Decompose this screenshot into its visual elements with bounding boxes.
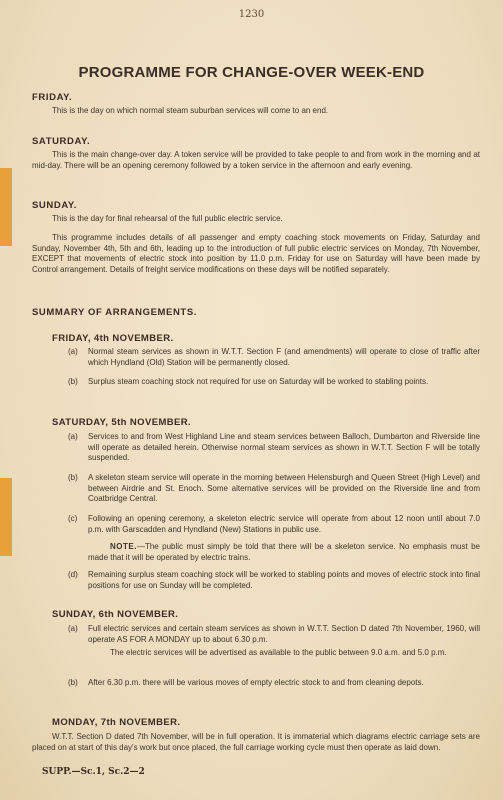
saturday-text: This is the main change-over day. A token service will be provided to take people to and from work in the morning and at mid-day. There will be an opening ceremony followed by a token service in the afternoon and early evening. <box>32 150 480 170</box>
item-text: After 6.30 p.m. there will be various moves of empty electric stock to and from cleaning depots. <box>88 678 424 687</box>
note-text: —The public must simply be told that there will be a skeleton service. No emphasis must be made that it will be operated by electric trains. <box>88 542 480 562</box>
sunday-text: This is the day for final rehearsal of the full public electric service. <box>52 214 283 223</box>
item-text: Normal steam services as shown in W.T.T. Section F (and amendments) will operate to close of traffic after which Hyndland (Old) Station will be permanently closed. <box>88 347 480 367</box>
list-item <box>68 624 480 648</box>
page-title: PROGRAMME FOR CHANGE-OVER WEEK-END <box>78 64 425 81</box>
item-text: Remaining surplus steam coaching stock will be worked to stabling points and moves of electric stock into final positions for use on Sunday will be completed. <box>88 570 480 590</box>
sunday-electric-note: The electric services will be advertised as available to the public between 9.0 a.m. and 5.0 p.m. <box>110 648 447 657</box>
item-label: (a) <box>68 624 78 633</box>
summary-monday-heading: MONDAY, 7th NOVEMBER. <box>52 717 181 728</box>
sunday-heading: SUNDAY. <box>32 200 78 211</box>
note-paragraph <box>88 542 480 563</box>
item-label: (d) <box>68 570 78 579</box>
list-item <box>68 347 480 371</box>
summary-friday-heading: FRIDAY, 4th NOVEMBER. <box>52 333 174 344</box>
item-text: Following an opening ceremony, a skeleton electric service will operate from about 12 noon until about 7.0 p.m. with Garscadden and Hyndland (New) Stations in public use. <box>88 514 480 534</box>
item-label: (b) <box>68 473 78 482</box>
summary-saturday-heading: SATURDAY, 5th NOVEMBER. <box>52 417 192 428</box>
item-label: (b) <box>68 678 78 687</box>
list-item <box>68 377 480 401</box>
programme-description: This programme includes details of all passenger and empty coaching stock movements on Friday, Saturday and Sunday, November 4th, 5th and 6th, leading up to the introduction of full public electric services on Monday, 7th November, EXCEPT that movements of electric stock into position by 11.0 p.m. Friday for use on Saturday will have been made by Control arrangement. Details of freight service modifications on these days will be notified separately. <box>32 233 480 274</box>
item-label: (a) <box>68 432 78 441</box>
saturday-heading: SATURDAY. <box>32 136 91 147</box>
paper-stain <box>0 478 12 556</box>
item-label: (b) <box>68 377 78 386</box>
list-item <box>68 514 480 538</box>
friday-text: This is the day on which normal steam suburban services will come to an end. <box>52 106 329 115</box>
item-text: Full electric services and certain steam services as shown in W.T.T. Section D dated 7th November, 1960, will operate AS FOR A MONDAY up to about 6.30 p.m. <box>88 624 480 644</box>
item-label: (a) <box>68 347 78 356</box>
summary-sunday-heading: SUNDAY, 6th NOVEMBER. <box>52 609 179 620</box>
footer-reference: SUPP.—Sc.1, Sc.2—2 <box>42 767 145 777</box>
item-text: Services to and from West Highland Line and steam services between Balloch, Dumbarton and Riverside line will operate as detailed herein. Otherwise normal steam services as shown in W.T.T. Section F will be totally suspended. <box>88 432 480 462</box>
monday-text: W.T.T. Section D dated 7th November, will be in full operation. It is immaterial which diagrams electric carriage sets are placed on at start of this day's work but once placed, the full carriage working cycle must then operate as laid down. <box>32 732 480 752</box>
friday-heading: FRIDAY. <box>32 92 73 103</box>
list-item <box>68 473 480 507</box>
summary-heading: SUMMARY OF ARRANGEMENTS. <box>32 307 197 318</box>
item-label: (c) <box>68 514 78 523</box>
page-number: 1230 <box>238 9 265 20</box>
paper-stain <box>0 168 12 246</box>
list-item <box>68 570 480 594</box>
list-item <box>68 432 480 466</box>
note-label: NOTE. <box>110 542 137 551</box>
item-text: A skeleton steam service will operate in the morning between Helensburgh and Queen Street (High Level) and between Airdrie and St. Enoch. Some alternative services will be provided on the Riverside line and from Coatbridge Central. <box>88 473 480 503</box>
item-text: Surplus steam coaching stock not required for use on Saturday will be worked to stabling points. <box>88 377 429 386</box>
list-item <box>68 678 480 702</box>
